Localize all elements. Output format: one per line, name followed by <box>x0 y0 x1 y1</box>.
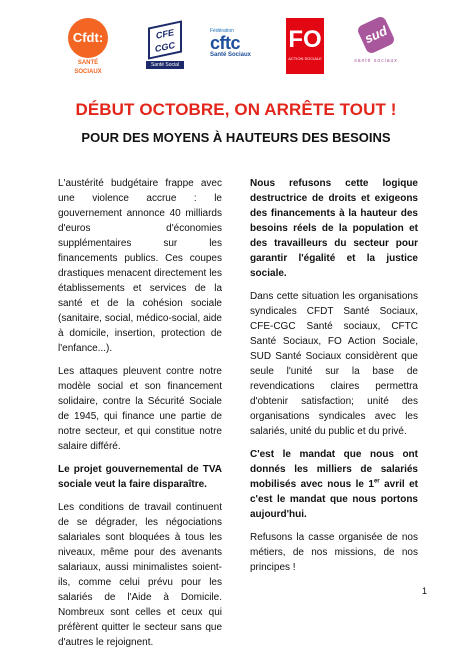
fo-logo <box>286 18 324 74</box>
cftc-logo <box>210 28 254 59</box>
sud-logo-sub: santé sociaux <box>354 58 398 64</box>
mandate-text-start: C'est le mandat que nous ont donnés les milliers de salariés mobilisés avec nous le 1 <box>250 449 418 490</box>
mandate-text-end: avril et c'est le mandat que nous portons aujourd'hui. <box>250 479 418 520</box>
paragraph-unions: Dans cette situation les organisations syndicales CFDT Santé Sociaux, CFE-CGC Santé sociaux, CFTC Santé Sociaux, FO Action Sociale, SUD Santé Sociaux considèrent que seule l'unité sur la base de revendications claires permettra d'obtenir satisfaction; unité des organisations syndicales avec les salariés, unité du public et du privé. <box>250 291 418 437</box>
left-column <box>58 176 222 658</box>
cfe-cgc-logo-sub: Santé Social <box>146 61 184 69</box>
sud-logo-mark: sud <box>356 15 396 55</box>
page-number: 1 <box>422 586 428 596</box>
cfdt-logo-mark: Cfdt: <box>68 18 108 58</box>
cfe-cgc-logo-mark <box>148 20 182 59</box>
paragraph-closing: Refusons la casse organisée de nos métiers, de nos missions, de nos principes ! <box>250 532 418 573</box>
mandate-superscript: er <box>373 478 380 485</box>
cfdt-logo-sub1: SANTÉ <box>77 60 99 66</box>
paragraph-social-model: Les attaques pleuvent contre notre modèle social et son financement solidaire, contre la Sécurité Sociale de 1945, qui finance une partie de notre secteur, et qui constitue notre salaire différé. <box>58 366 222 452</box>
paragraph-mandate <box>250 447 418 522</box>
paragraph-austerity: L'austérité budgétaire frappe avec une violence accrue : le gouvernement annonce 40 milliards d'euros d'économies supplémentaires sur les financements publics. Ces coupes drastiques menacent directement les établissements et services de la santé et de la cohésion sociale (sanitaire, social, médico-social, aide à domicile, insertion, protection de l'enfance...). <box>58 178 222 354</box>
page-title: DÉBUT OCTOBRE, ON ARRÊTE TOUT ! <box>75 100 397 119</box>
cfe-cgc-line2: CGC <box>155 39 175 55</box>
cfdt-logo-sub2: SOCIAUX <box>74 69 102 75</box>
cfe-cgc-logo <box>146 24 184 69</box>
paragraph-refusal: Nous refusons cette logique destructrice de droits et exigeons des financements à la hauteur des besoins réels de la population et des travailleurs du secteur pour garantir l'égalité et la justice sociale. <box>250 178 418 279</box>
cftc-logo-fed: Fédération <box>210 28 234 34</box>
fo-logo-sub: ACTION SOCIALE <box>288 56 322 61</box>
union-logos <box>60 18 412 82</box>
sud-logo <box>352 20 400 64</box>
cfdt-logo <box>68 18 108 76</box>
paragraph-tva-sociale: Le projet gouvernemental de TVA sociale veut la faire disparaître. <box>58 464 222 490</box>
right-column <box>250 176 418 583</box>
fo-logo-word: FO <box>288 26 322 53</box>
cftc-logo-word: cftc <box>210 33 241 53</box>
page-subtitle: POUR DES MOYENS À HAUTEURS DES BESOINS <box>81 130 391 145</box>
paragraph-working-conditions: Les conditions de travail continuent de se dégrader, les négociations salariales sont bloquées à tous les niveaux, même pour des avenants salariaux, aussi minimalistes soient-ils, comme celui prévu pour les salariés de l'Aide à Domicile. Nombreux sont celles et ceux qui préfèrent quitter le secteur sans que d'autres le rejoignent. <box>58 502 222 648</box>
cftc-logo-sub: Santé Sociaux <box>210 52 252 58</box>
cfe-cgc-line1: CFE <box>156 27 174 41</box>
